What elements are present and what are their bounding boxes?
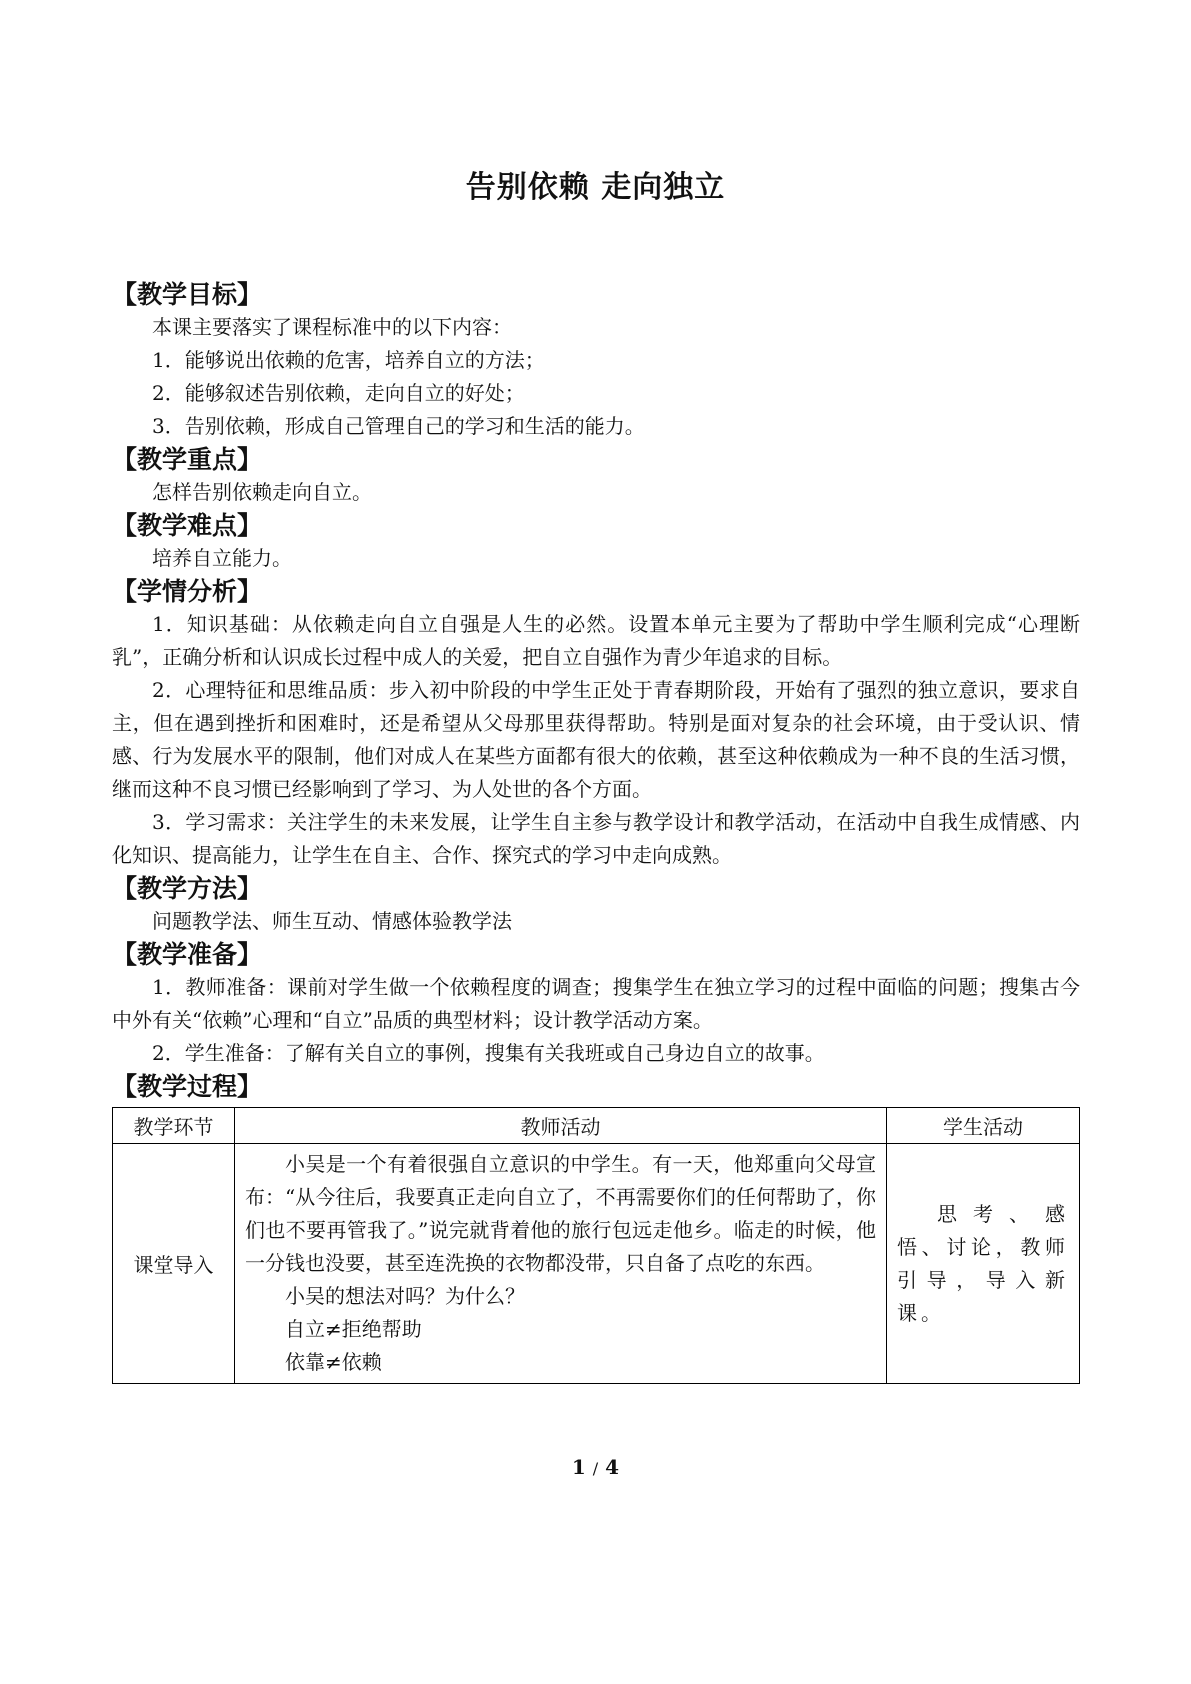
section-difficulty [112, 509, 1080, 575]
total-pages: 4 [605, 1455, 620, 1479]
paragraph: 培养自立能力。 [152, 546, 292, 570]
paragraph: 2．能够叙述告别依赖，走向自立的好处； [152, 381, 525, 405]
process-table [112, 1107, 1080, 1384]
teacher-paragraph: 小吴是一个有着很强自立意识的中学生。有一天，他郑重向父母宣布：“从今往后，我要真正走向自立了，不再需要你们的任何帮助了，你们也不要再管我了。”说完就背着他的旅行包远走他乡。临走的时候，他一分钱也没要，甚至连洗换的衣物都没带，只自备了点吃的东西。 [245, 1152, 876, 1275]
student-activity-cell: 思考、感悟、讨论，教师引导，导入新课。 [887, 1144, 1080, 1384]
column-header: 教学环节 [113, 1108, 235, 1144]
column-header: 教师活动 [235, 1108, 887, 1144]
teacher-paragraph: 依靠≠依赖 [285, 1350, 382, 1374]
paragraph: 本课主要落实了课程标准中的以下内容： [152, 315, 512, 339]
column-header: 学生活动 [887, 1108, 1080, 1144]
paragraph: 问题教学法、师生互动、情感体验教学法 [152, 909, 512, 933]
section-heading: 【教学过程】 [112, 1072, 263, 1101]
section-heading: 【教学准备】 [112, 940, 263, 969]
paragraph: 怎样告别依赖走向自立。 [152, 480, 372, 504]
page-title: 告别依赖 走向独立 [465, 170, 726, 205]
paragraph: 1．能够说出依赖的危害，培养自立的方法； [152, 348, 545, 372]
table-header-row [113, 1108, 1080, 1144]
teacher-paragraph: 小吴的想法对吗？为什么？ [285, 1284, 525, 1308]
section-analysis [112, 575, 1080, 872]
paragraph: 3．学习需求：关注学生的未来发展，让学生自主参与教学设计和教学活动，在活动中自我生成情感、内化知识、提高能力，让学生在自主、合作、探究式的学习中走向成熟。 [112, 810, 1080, 867]
paragraph: 2．学生准备：了解有关自立的事例，搜集有关我班或自己身边自立的故事。 [152, 1041, 825, 1065]
section-heading: 【教学难点】 [112, 511, 263, 540]
section-heading: 【教学目标】 [112, 280, 263, 309]
table-row [113, 1144, 1080, 1384]
section-heading: 【学情分析】 [112, 577, 263, 606]
section-key-points [112, 443, 1080, 509]
section-heading: 【教学方法】 [112, 874, 263, 903]
section-heading: 【教学重点】 [112, 445, 263, 474]
section-preparation [112, 938, 1080, 1070]
paragraph: 3．告别依赖，形成自己管理自己的学习和生活的能力。 [152, 414, 645, 438]
teacher-paragraph: 自立≠拒绝帮助 [285, 1317, 422, 1341]
current-page: 1 [571, 1455, 586, 1479]
lesson-content [112, 278, 1080, 1384]
section-method [112, 872, 1080, 938]
paragraph: 2．心理特征和思维品质：步入初中阶段的中学生正处于青春期阶段，开始有了强烈的独立意识，要求自主，但在遇到挫折和困难时，还是希望从父母那里获得帮助。特别是面对复杂的社会环境，由于受认识、情感、行为发展水平的限制，他们对成人在某些方面都有很大的依赖，甚至这种依赖成为一种不良的生活习惯，继而这种不良习惯已经影响到了学习、为人处世的各个方面。 [112, 678, 1080, 801]
paragraph: 1．知识基础：从依赖走向自立自强是人生的必然。设置本单元主要为了帮助中学生顺利完成“心理断乳”，正确分析和认识成长过程中成人的关爱，把自立自强作为青少年追求的目标。 [112, 612, 1080, 669]
page-number [0, 1455, 1191, 1479]
stage-cell: 课堂导入 [113, 1144, 235, 1384]
page-separator: / [592, 1459, 599, 1478]
section-goals [112, 278, 1080, 443]
section-process [112, 1070, 1080, 1384]
paragraph: 1．教师准备：课前对学生做一个依赖程度的调查；搜集学生在独立学习的过程中面临的问题；搜集古今中外有关“依赖”心理和“自立”品质的典型材料；设计教学活动方案。 [112, 975, 1080, 1032]
teacher-activity-cell [235, 1144, 887, 1384]
